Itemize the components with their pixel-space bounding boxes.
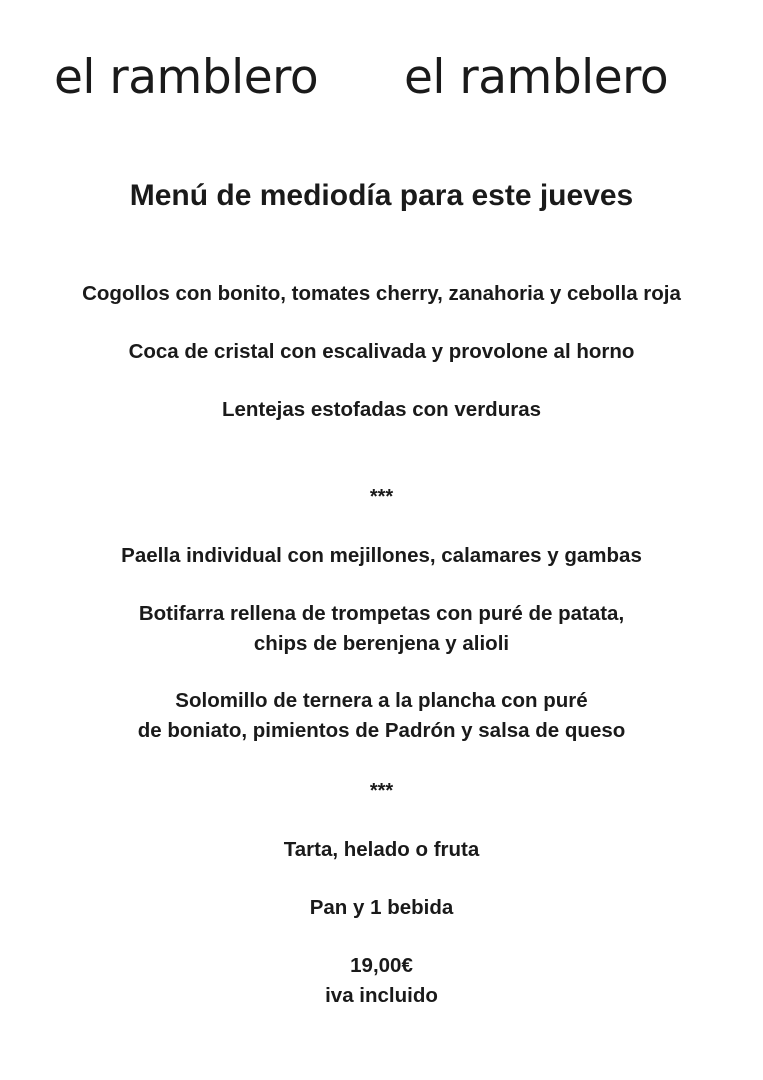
main-item-1: Paella individual con mejillones, calamares y gambas: [121, 544, 642, 567]
course-separator-2: ***: [369, 780, 394, 802]
extras-item: Pan y 1 bebida: [309, 896, 454, 919]
main-item-2-line-1: Botifarra rellena de trompetas con puré de patata,: [138, 602, 625, 625]
header: [0, 48, 763, 118]
starter-item-1: Cogollos con bonito, tomates cherry, zanahoria y cebolla roja: [82, 282, 681, 305]
brand-logo-right: el ramblero: [404, 50, 669, 105]
course-separator-1: ***: [369, 486, 394, 508]
menu-price: 19,00€: [350, 954, 413, 977]
brand-logo-left: el ramblero: [54, 50, 319, 105]
menu-title: Menú de mediodía para este jueves: [129, 179, 634, 212]
main-item-3-line-1: Solomillo de ternera a la plancha con puré: [175, 689, 588, 712]
main-item-2-line-2: chips de berenjena y alioli: [253, 632, 510, 655]
starter-item-3: Lentejas estofadas con verduras: [221, 398, 541, 421]
tax-note: iva incluido: [325, 984, 438, 1007]
starter-item-2: Coca de cristal con escalivada y provolone al horno: [128, 340, 635, 363]
main-item-3-line-2: de boniato, pimientos de Padrón y salsa de queso: [137, 719, 626, 742]
dessert-item: Tarta, helado o fruta: [283, 838, 480, 861]
